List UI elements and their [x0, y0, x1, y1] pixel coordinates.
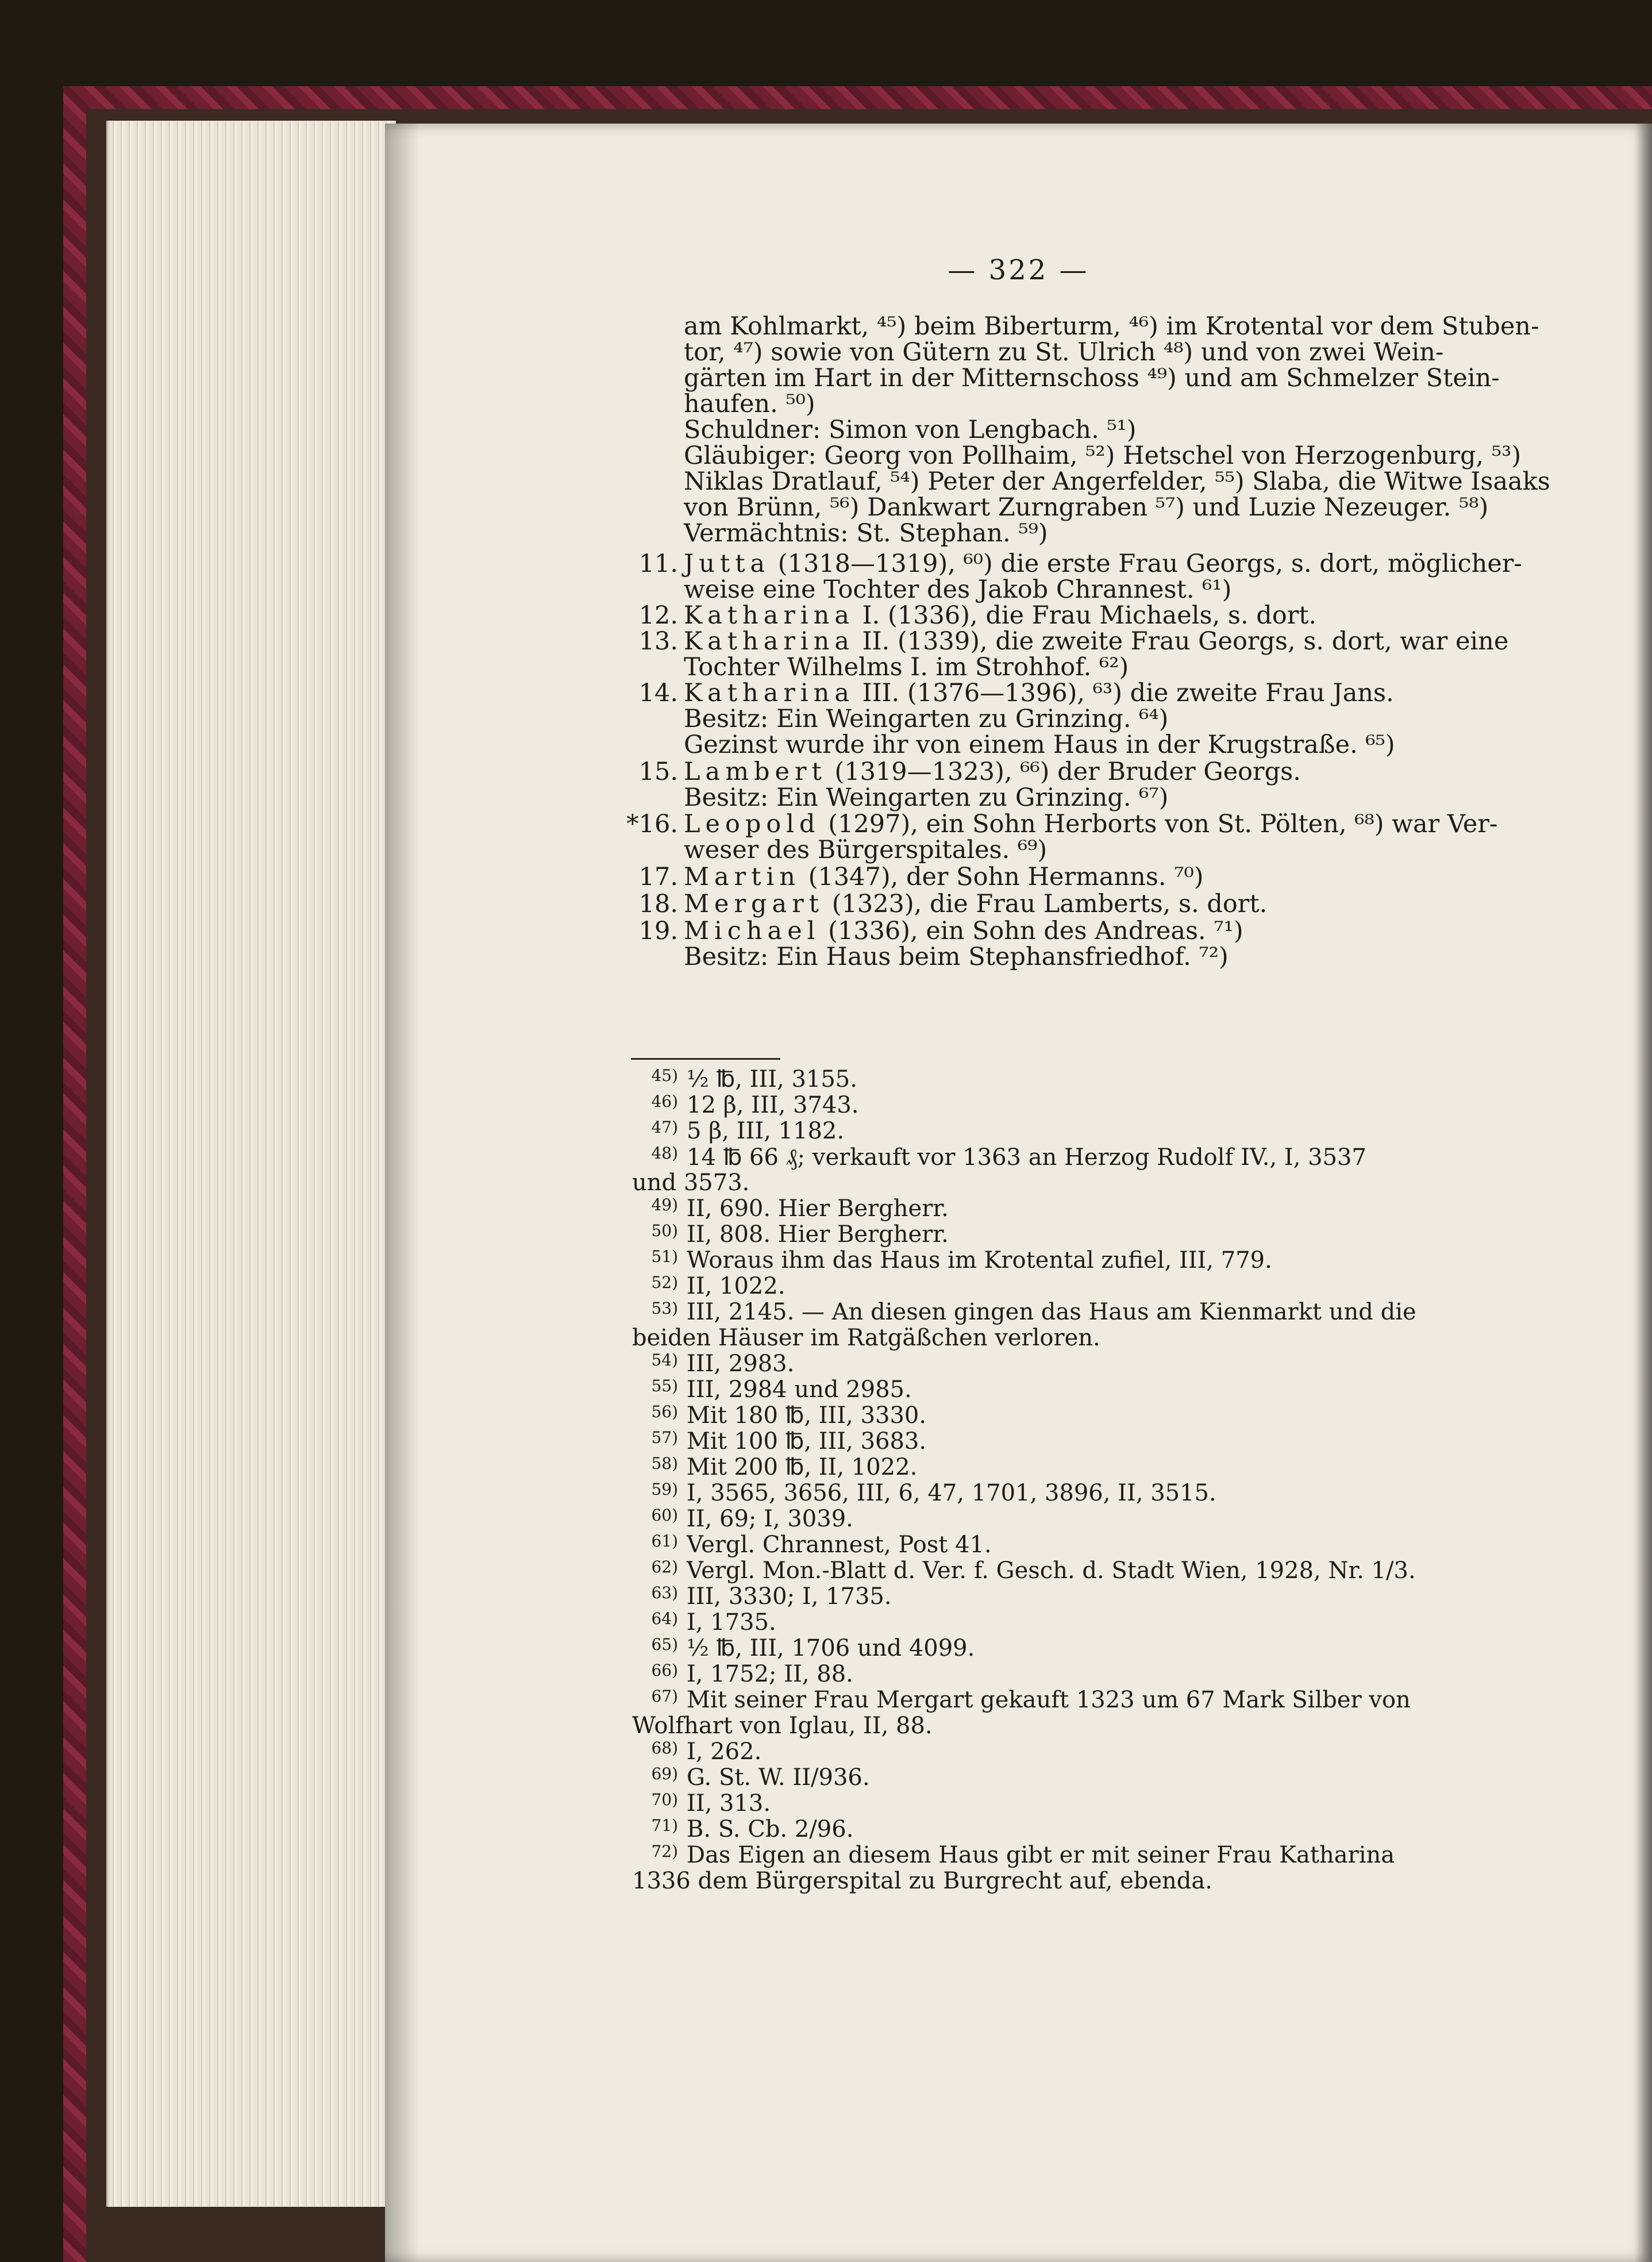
footnote-number: 65)	[651, 1635, 678, 1654]
entry-line	[684, 705, 1168, 733]
page-number: — 322 —	[948, 254, 1089, 286]
footnote-text: I, 1752; II, 88.	[687, 1661, 853, 1687]
entry-name: Michael	[684, 917, 821, 945]
entry-text: weser des Bürgerspitales. ⁶⁹)	[684, 836, 1048, 864]
footnote-number: 67)	[651, 1687, 678, 1706]
footnote-line	[651, 1687, 1411, 1713]
entry-text: II. (1339), die zweite Frau Georgs, s. dort, war eine	[854, 627, 1509, 656]
footnote-number: 53)	[651, 1299, 678, 1318]
footnote-text: 5 β, III, 1182.	[687, 1118, 845, 1144]
entry-number: 18.	[638, 890, 678, 918]
footnote-number: 69)	[651, 1764, 678, 1783]
entry-number: 17.	[638, 863, 678, 891]
footnote-line	[651, 1092, 859, 1118]
entry-line	[684, 942, 1229, 971]
entry-text: Besitz: Ein Weingarten zu Grinzing. ⁶⁴)	[684, 705, 1169, 733]
page-edges	[106, 121, 396, 2207]
footnote-number: 50)	[651, 1221, 678, 1240]
entry-text: (1297), ein Sohn Herborts von St. Pölten, ⁶⁸) war Ver-	[820, 810, 1498, 838]
footnote-text: I, 3565, 3656, III, 6, 47, 1701, 3896, II, 3515.	[687, 1480, 1216, 1506]
body-line: haufen. ⁵⁰)	[684, 390, 815, 418]
footnote-line	[651, 1428, 927, 1455]
entry-line	[684, 783, 1168, 812]
footnote-line	[651, 1790, 771, 1817]
footnote-text: III, 2145. — An diesen gingen das Haus am Kienmarkt und die	[687, 1299, 1416, 1325]
footnote-line	[651, 1247, 1272, 1274]
footnote-line	[651, 1299, 1416, 1325]
footnote-text: II, 690. Hier Bergherr.	[687, 1195, 949, 1222]
footnote-line	[651, 1376, 912, 1403]
entry-number: 14.	[638, 679, 678, 707]
footnote-text: 1336 dem Bürgerspital zu Burgrecht auf, ebenda.	[632, 1868, 1212, 1894]
entry-text: (1323), die Frau Lamberts, s. dort.	[824, 890, 1268, 918]
footnote-number: 60)	[651, 1506, 678, 1525]
entry-text: (1318—1319), ⁶⁰) die erste Frau Georgs, s. dort, möglicher-	[770, 549, 1522, 578]
footnote-number: 46)	[651, 1092, 678, 1111]
body-line: Schuldner: Simon von Lengbach. ⁵¹)	[684, 416, 1137, 444]
footnote-line	[632, 1713, 933, 1739]
footnote-number: 55)	[651, 1376, 678, 1395]
footnote-line	[651, 1506, 853, 1532]
entry-line	[638, 890, 1268, 918]
footnote-text: II, 69; I, 3039.	[687, 1506, 853, 1532]
footnote-line	[651, 1144, 1366, 1171]
entry-text: Tochter Wilhelms I. im Strohhof. ⁶²)	[684, 653, 1129, 682]
entry-line	[638, 757, 1301, 786]
footnote-text: Mit seiner Frau Mergart gekauft 1323 um 67 Mark Silber von	[687, 1687, 1411, 1713]
footnote-text: II, 808. Hier Bergherr.	[687, 1221, 949, 1248]
footnote-line	[651, 1764, 870, 1791]
footnote-line	[632, 1325, 1100, 1351]
footnote-line	[651, 1842, 1395, 1868]
entry-line	[638, 679, 1394, 707]
body-line: gärten im Hart in der Mitternschoss ⁴⁹) und am Schmelzer Stein-	[684, 364, 1500, 393]
body-line: Gläubiger: Georg von Pollhaim, ⁵²) Hetschel von Herzogenburg, ⁵³)	[684, 441, 1522, 470]
page-gutter-shadow	[385, 124, 419, 2262]
footnote-line	[651, 1532, 992, 1558]
entry-line	[684, 730, 1395, 759]
footnote-text: B. S. Cb. 2/96.	[687, 1816, 854, 1842]
footnote-line	[651, 1557, 1416, 1584]
entry-text: I. (1336), die Frau Michaels, s. dort.	[854, 601, 1317, 630]
entry-text: Besitz: Ein Weingarten zu Grinzing. ⁶⁷)	[684, 783, 1169, 812]
entry-text: (1347), der Sohn Hermanns. ⁷⁰)	[800, 863, 1204, 891]
footnote-number: 61)	[651, 1532, 678, 1551]
entry-line	[626, 810, 1498, 838]
footnote-line	[632, 1868, 1212, 1894]
footnote-number: 70)	[651, 1790, 678, 1809]
footnote-text: beiden Häuser im Ratgäßchen verloren.	[632, 1325, 1100, 1351]
footnote-text: II, 1022.	[687, 1273, 785, 1299]
entry-line	[638, 601, 1317, 630]
footnote-text: Mit 200 ℔, II, 1022.	[687, 1454, 918, 1480]
entry-line	[684, 575, 1231, 604]
footnote-text: I, 1735.	[687, 1609, 776, 1636]
footnote-text: III, 2983.	[687, 1351, 795, 1377]
footnote-text: Vergl. Chrannest, Post 41.	[687, 1532, 992, 1558]
footnote-line	[651, 1480, 1216, 1506]
footnote-text: Wolfhart von Iglau, II, 88.	[632, 1713, 933, 1739]
entry-name: Katharina	[684, 679, 855, 707]
body-line: Niklas Dratlauf, ⁵⁴) Peter der Angerfelder, ⁵⁵) Slaba, die Witwe Isaaks	[684, 467, 1550, 496]
entry-text: (1336), ein Sohn des Andreas. ⁷¹)	[820, 917, 1243, 945]
footnote-line	[651, 1195, 949, 1222]
footnote-number: 45)	[651, 1066, 678, 1085]
entry-line	[638, 917, 1243, 945]
footnote-text: und 3573.	[632, 1170, 750, 1196]
footnote-line	[651, 1738, 762, 1765]
body-line: am Kohlmarkt, ⁴⁵) beim Biberturm, ⁴⁶) im Krotental vor dem Stuben-	[684, 312, 1539, 341]
footnote-text: ½ ℔, III, 1706 und 4099.	[687, 1635, 975, 1661]
body-line: tor, ⁴⁷) sowie von Gütern zu St. Ulrich ⁴⁸) und von zwei Wein-	[684, 338, 1444, 367]
footnote-text: Das Eigen an diesem Haus gibt er mit seiner Frau Katharina	[687, 1842, 1395, 1868]
footnote-line	[651, 1635, 975, 1661]
entry-number: 11.	[638, 549, 678, 578]
footnote-line	[651, 1402, 927, 1429]
footnote-number: 63)	[651, 1583, 678, 1602]
footnote-line	[651, 1816, 854, 1842]
entry-name: Katharina	[684, 601, 855, 630]
footnote-text: Mit 100 ℔, III, 3683.	[687, 1428, 927, 1455]
body-line: von Brünn, ⁵⁶) Dankwart Zurngraben ⁵⁷) und Luzie Nezeuger. ⁵⁸)	[684, 493, 1489, 522]
entry-line	[638, 627, 1509, 656]
footnote-line	[632, 1170, 749, 1196]
footnote-text: 14 ℔ 66 ₰; verkauft vor 1363 an Herzog Rudolf IV., I, 3537	[687, 1144, 1366, 1171]
footnote-line	[651, 1454, 918, 1480]
footnote-number: 57)	[651, 1428, 678, 1447]
entry-name: Jutta	[684, 549, 771, 578]
footnote-line	[651, 1273, 785, 1299]
footnote-line	[651, 1351, 795, 1377]
footnote-number: 58)	[651, 1454, 678, 1473]
footnote-number: 52)	[651, 1273, 678, 1292]
footnote-number: 59)	[651, 1480, 678, 1499]
footnote-text: ½ ℔, III, 3155.	[687, 1066, 857, 1092]
entry-line	[638, 863, 1204, 891]
footnote-rule	[631, 1058, 780, 1060]
footnote-number: 49)	[651, 1195, 678, 1214]
footnote-number: 54)	[651, 1351, 678, 1369]
footnote-number: 62)	[651, 1557, 678, 1576]
entry-name: Mergart	[684, 890, 825, 918]
footnote-number: 68)	[651, 1738, 678, 1757]
footnote-text: Mit 180 ℔, III, 3330.	[687, 1402, 927, 1429]
book-page	[385, 124, 1652, 2262]
entry-text: Besitz: Ein Haus beim Stephansfriedhof. ⁷²)	[684, 942, 1229, 971]
entry-line	[684, 653, 1129, 682]
entry-number: 12.	[638, 601, 678, 630]
entry-line	[638, 549, 1522, 578]
entry-line	[684, 836, 1047, 864]
footnote-number: 48)	[651, 1144, 678, 1163]
entry-number: *16.	[626, 810, 678, 838]
footnote-number: 56)	[651, 1402, 678, 1421]
entry-text: III. (1376—1396), ⁶³) die zweite Frau Jans.	[854, 679, 1394, 707]
footnote-number: 47)	[651, 1118, 678, 1137]
body-line: Vermächtnis: St. Stephan. ⁵⁹)	[684, 519, 1048, 548]
footnote-text: Woraus ihm das Haus im Krotental zufiel, III, 779.	[687, 1247, 1272, 1274]
footnote-number: 71)	[651, 1816, 678, 1835]
entry-name: Martin	[684, 863, 800, 891]
footnote-text: Vergl. Mon.-Blatt d. Ver. f. Gesch. d. Stadt Wien, 1928, Nr. 1/3.	[687, 1557, 1416, 1584]
entry-name: Leopold	[684, 810, 821, 838]
footnote-number: 66)	[651, 1661, 678, 1680]
footnote-line	[651, 1118, 845, 1144]
footnote-number: 64)	[651, 1609, 678, 1628]
footnote-line	[651, 1609, 776, 1636]
footnote-line	[651, 1583, 892, 1610]
footnote-text: III, 2984 und 2985.	[687, 1376, 912, 1403]
footnote-text: G. St. W. II/936.	[687, 1764, 870, 1791]
entry-number: 19.	[638, 917, 678, 945]
footnote-number: 51)	[651, 1247, 678, 1266]
footnote-text: I, 262.	[687, 1738, 762, 1765]
entry-text: (1319—1323), ⁶⁶) der Bruder Georgs.	[826, 757, 1301, 786]
footnote-line	[651, 1661, 853, 1687]
footnote-line	[651, 1066, 857, 1092]
entry-number: 13.	[638, 627, 678, 656]
entry-name: Katharina	[684, 627, 855, 656]
page-right-shadow	[1635, 124, 1652, 2262]
entry-number: 15.	[638, 757, 678, 786]
footnote-text: 12 β, III, 3743.	[687, 1092, 859, 1118]
entry-text: Gezinst wurde ihr von einem Haus in der Krugstraße. ⁶⁵)	[684, 730, 1395, 759]
entry-name: Lambert	[684, 757, 827, 786]
entry-text: weise eine Tochter des Jakob Chrannest. ⁶¹)	[684, 575, 1232, 604]
footnote-text: II, 313.	[687, 1790, 771, 1817]
footnote-number: 72)	[651, 1842, 678, 1861]
footnote-text: III, 3330; I, 1735.	[687, 1583, 892, 1610]
footnote-line	[651, 1221, 949, 1248]
